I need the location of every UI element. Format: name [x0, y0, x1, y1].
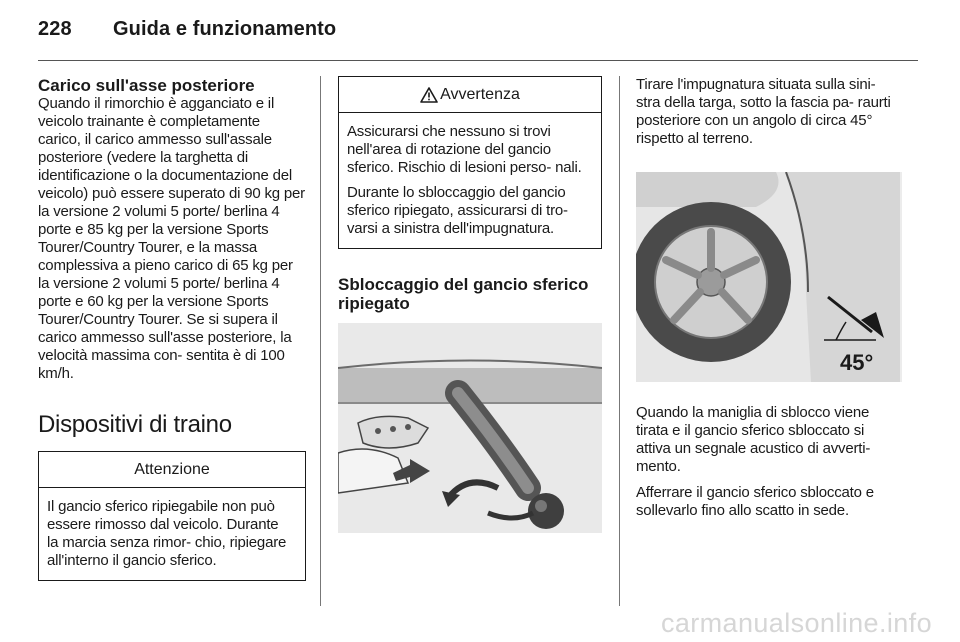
warning-box-title [339, 77, 601, 113]
watermark: carmanualsonline.info [660, 608, 932, 638]
page-header [38, 18, 336, 41]
warning-box-title-text: Avvertenza [440, 86, 520, 103]
column-2 [338, 76, 602, 533]
section-heading-unlock: Sbloccaggio del gancio sferico ripiegato [338, 275, 589, 313]
wheel-angle-illustration [636, 172, 902, 382]
column-3 [636, 76, 902, 520]
lift-instruction-text: Afferrare il gancio sferico sbloccato e sollevarlo fino allo scatto in sede. [636, 484, 874, 519]
warning-box [338, 76, 602, 249]
chapter-name: Guida e funzionamento [113, 18, 337, 40]
section-heading-rear-axle: Carico sull'asse posteriore [38, 76, 255, 95]
caution-box [38, 451, 306, 581]
column-divider-1 [320, 76, 321, 606]
column-1 [38, 76, 306, 581]
angle-label: 45° [840, 350, 874, 375]
towbar-unlock-illustration [338, 323, 602, 533]
page-number: 228 [38, 18, 72, 40]
handle-instruction-text: Tirare l'impugnatura situata sulla sini- stra della targa, sotto la fascia pa- raurti posteriore con un angolo di circa 45° rispetto al terreno. [636, 76, 891, 147]
signal-text: Quando la maniglia di sblocco viene tirata e il gancio sferico sbloccato si attiva un segnale acustico di avverti- mento. [636, 404, 871, 475]
caution-box-title: Attenzione [39, 452, 305, 488]
rear-axle-text: Quando il rimorchio è agganciato e il veicolo trainante è completamente carico, il carico ammesso sull'assale posteriore (vedere la targhetta di identificazione o la documentazione del veicolo) può essere superato di 90 kg per la versione 2 volumi 5 porte/ berlina 4 porte e 85 kg per la versione Sports Tourer/Country Tourer, e la massa complessiva a pieno carico di 65 kg per la versione 2 volumi 5 porte/ berlina 4 porte e 60 kg per la versione Sports Tourer/Country Tourer. Se si supera il carico ammesso sull'asse posteriore, la velocità massima con- sentita è di 100 km/h. [38, 95, 305, 382]
chapter-title-towing: Dispositivi di traino [38, 411, 232, 438]
column-divider-2 [619, 76, 620, 606]
caution-box-text: Il gancio sferico ripiegabile non può essere rimosso dal veicolo. Durante la marcia senza rimor- chio, ripiegare all'interno il gancio sferico. [47, 498, 287, 569]
warning-box-text-1: Assicurarsi che nessuno si trovi nell'area di rotazione del gancio sferico. Rischio di lesioni perso- nali. [347, 123, 582, 176]
header-rule [38, 60, 918, 61]
warning-box-text-2: Durante lo sbloccaggio del gancio sferico ripiegato, assicurarsi di tro- varsi a sinistra dell'impugnatura. [347, 184, 568, 237]
warning-triangle-icon [420, 87, 438, 103]
